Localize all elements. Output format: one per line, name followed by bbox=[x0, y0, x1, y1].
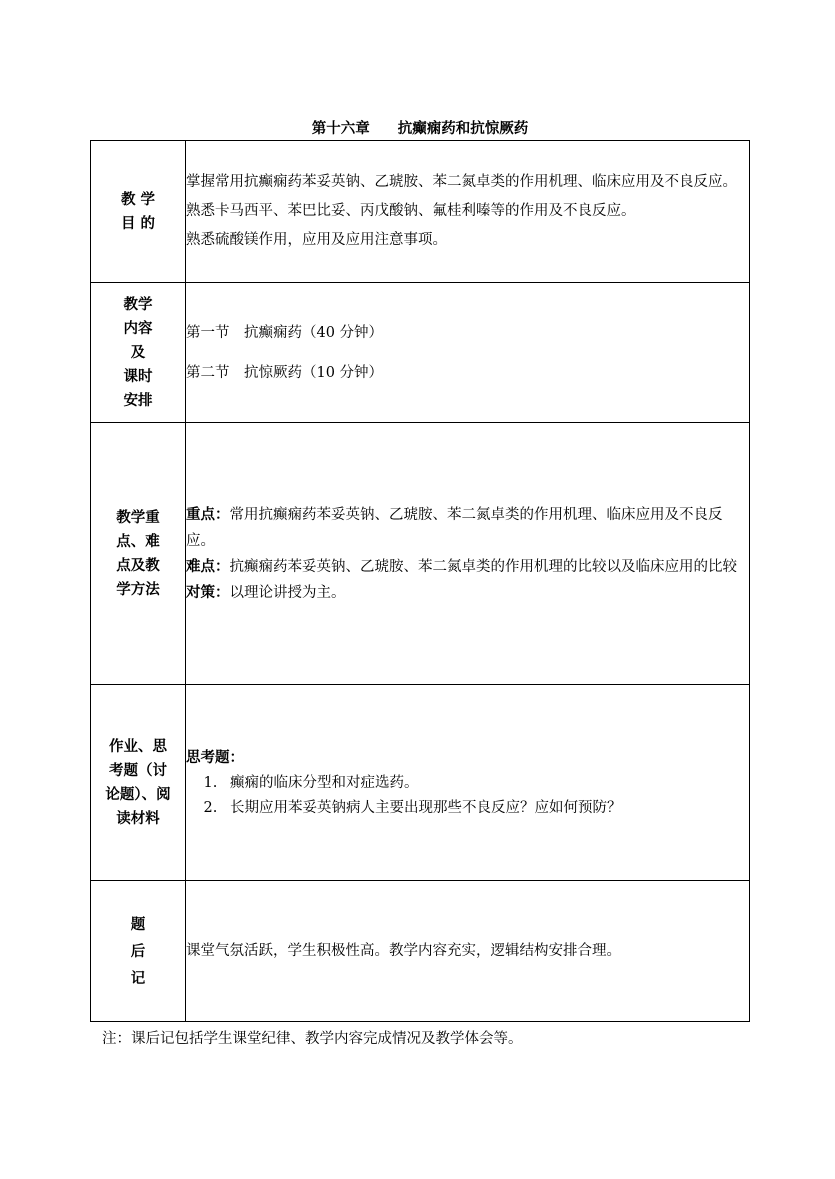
content-schedule bbox=[186, 283, 750, 423]
objectives-content bbox=[186, 141, 750, 283]
objective-line: 熟悉硫酸镁作用，应用及应用注意事项。 bbox=[186, 232, 447, 248]
homework-row bbox=[91, 685, 750, 881]
afterword-content: 课堂气氛活跃，学生积极性高。教学内容充实，逻辑结构安排合理。 bbox=[186, 881, 750, 1022]
content-label: 教学 内容 及 课时 安排 bbox=[91, 283, 186, 423]
objective-line: 掌握常用抗癫痫药苯妥英钠、乙琥胺、苯二氮卓类的作用机理、临床应用及不良反应。 bbox=[186, 174, 737, 190]
homework-label: 作业、思 考题（讨 论题）、阅 读材料 bbox=[91, 685, 186, 881]
content-row bbox=[91, 283, 750, 423]
question-item: 1. 癫痫的临床分型和对症选药。 bbox=[222, 771, 749, 796]
objective-line: 熟悉卡马西平、苯巴比妥、丙戊酸钠、氟桂利嗪等的作用及不良反应。 bbox=[186, 203, 636, 219]
section-line: 第二节 抗惊厥药（10 分钟） bbox=[186, 364, 384, 381]
chapter-topic: 抗癫痫药和抗惊厥药 bbox=[397, 120, 529, 137]
difficulty-paragraph: 难点：抗癫痫药苯妥英钠、乙琥胺、苯二氮卓类的作用机理的比较以及临床应用的比较 bbox=[186, 557, 737, 575]
homework-content bbox=[186, 685, 750, 881]
chapter-number: 第十六章 bbox=[311, 120, 370, 137]
page-title bbox=[90, 117, 750, 138]
questions-heading: 思考题： bbox=[186, 748, 244, 766]
section-line: 第一节 抗癫痫药（40 分钟） bbox=[186, 324, 384, 341]
footnote: 注：课后记包括学生课堂纪律、教学内容完成情况及教学体会等。 bbox=[102, 1031, 523, 1047]
question-item: 2. 长期应用苯妥英钠病人主要出现那些不良反应？应如何预防？ bbox=[222, 796, 749, 821]
objectives-row bbox=[91, 141, 750, 283]
lesson-plan-table bbox=[90, 140, 750, 1022]
afterword-row bbox=[91, 881, 750, 1022]
questions-list bbox=[186, 771, 749, 821]
objectives-label: 教 学 目 的 bbox=[91, 141, 186, 283]
key-points-label: 教学重 点、难 点及教 学方法 bbox=[91, 423, 186, 685]
strategy-paragraph: 对策：以理论讲授为主。 bbox=[186, 583, 346, 601]
key-points-content bbox=[186, 423, 750, 685]
afterword-label: 题 后 记 bbox=[91, 881, 186, 1022]
focus-paragraph: 重点：常用抗癫痫药苯妥英钠、乙琥胺、苯二氮卓类的作用机理、临床应用及不良反应。 bbox=[186, 505, 723, 549]
key-points-row bbox=[91, 423, 750, 685]
